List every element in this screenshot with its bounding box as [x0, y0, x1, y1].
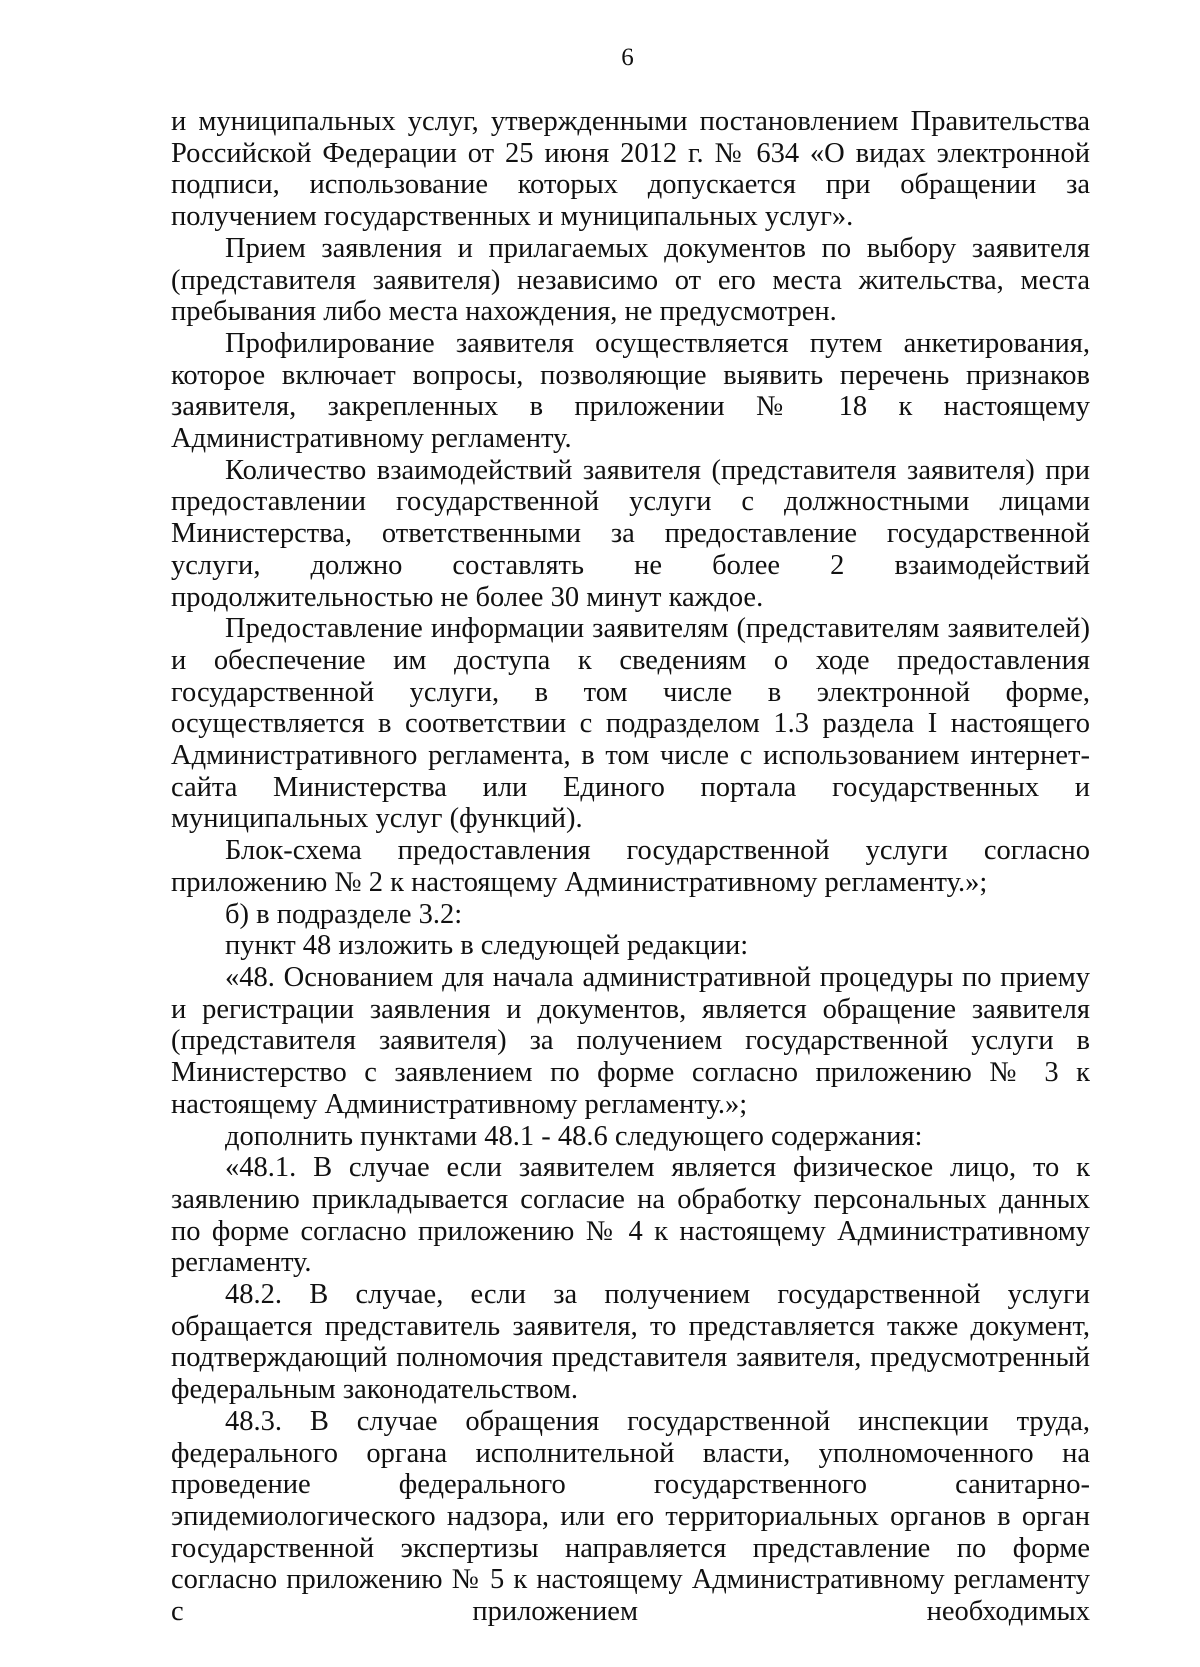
document-body [171, 106, 1090, 1628]
paragraph-9: «48. Основанием для начала административной процедуры по приему и регистрации заявления и документов, является обращение заявителя (представителя заявителя) за получением государственной услуги в Министерство с заявлением по форме согласно приложению № 3 к настоящему Административному регламенту.»; [171, 961, 1090, 1120]
paragraph-6: Блок-схема предоставления государственной услуги согласно приложению № 2 к настоящему Административному регламенту.»; [171, 835, 1090, 898]
paragraph-5: Предоставление информации заявителям (представителям заявителей) и обеспечение им доступа к сведениям о ходе предоставления государственной услуги, в том числе в электронной форме, осуществляется в соответствии с подразделом 1.3 раздела I настоящего Административного регламента, в том числе с использованием интернет-сайта Министерства или Единого портала государственных и муниципальных услуг (функций). [171, 613, 1090, 835]
paragraph-12: 48.2. В случае, если за получением государственной услуги обращается представитель заявителя, то представляется также документ, подтверждающий полномочия представителя заявителя, предусмотренный федеральным законодательством. [171, 1279, 1090, 1406]
paragraph-10: дополнить пунктами 48.1 - 48.6 следующего содержания: [225, 1120, 923, 1152]
paragraph-7: б) в подразделе 3.2: [225, 898, 463, 930]
paragraph-2: Прием заявления и прилагаемых документов по выбору заявителя (представителя заявителя) независимо от его места жительства, места пребывания либо места нахождения, не предусмотрен. [171, 232, 1090, 328]
paragraph-4: Количество взаимодействий заявителя (представителя заявителя) при предоставлении государственной услуги с должностными лицами Министерства, ответственными за предоставление государственной услуги, должно составлять не более 2 взаимодействий продолжительностью не более 30 минут каждое. [171, 454, 1090, 613]
paragraph-3: Профилирование заявителя осуществляется путем анкетирования, которое включает вопросы, позволяющие выявить перечень признаков заявителя, закрепленных в приложении № 18 к настоящему Административному регламенту. [171, 327, 1090, 455]
paragraph-11: «48.1. В случае если заявителем является физическое лицо, то к заявлению прикладывается согласие на обработку персональных данных по форме согласно приложению № 4 к настоящему Административному регламенту. [171, 1152, 1090, 1279]
paragraph-13: 48.3. В случае обращения государственной инспекции труда, федерального органа исполнительной власти, уполномоченного на проведение федерального государственного санитарно-эпидемиологического надзора, или его территориальных органов в орган государственной экспертизы направляется представление по форме согласно приложению № 5 к настоящему Административному регламенту с приложением необходимых [171, 1405, 1090, 1628]
paragraph-1: и муниципальных услуг, утвержденными постановлением Правительства Российской Федерации от 25 июня 2012 г. № 634 «О видах электронной подписи, использование которых допускается при обращении за получением государственных и муниципальных услуг». [171, 106, 1090, 233]
page-number: 6 [621, 44, 634, 71]
paragraph-8: пункт 48 изложить в следующей редакции: [225, 930, 749, 962]
